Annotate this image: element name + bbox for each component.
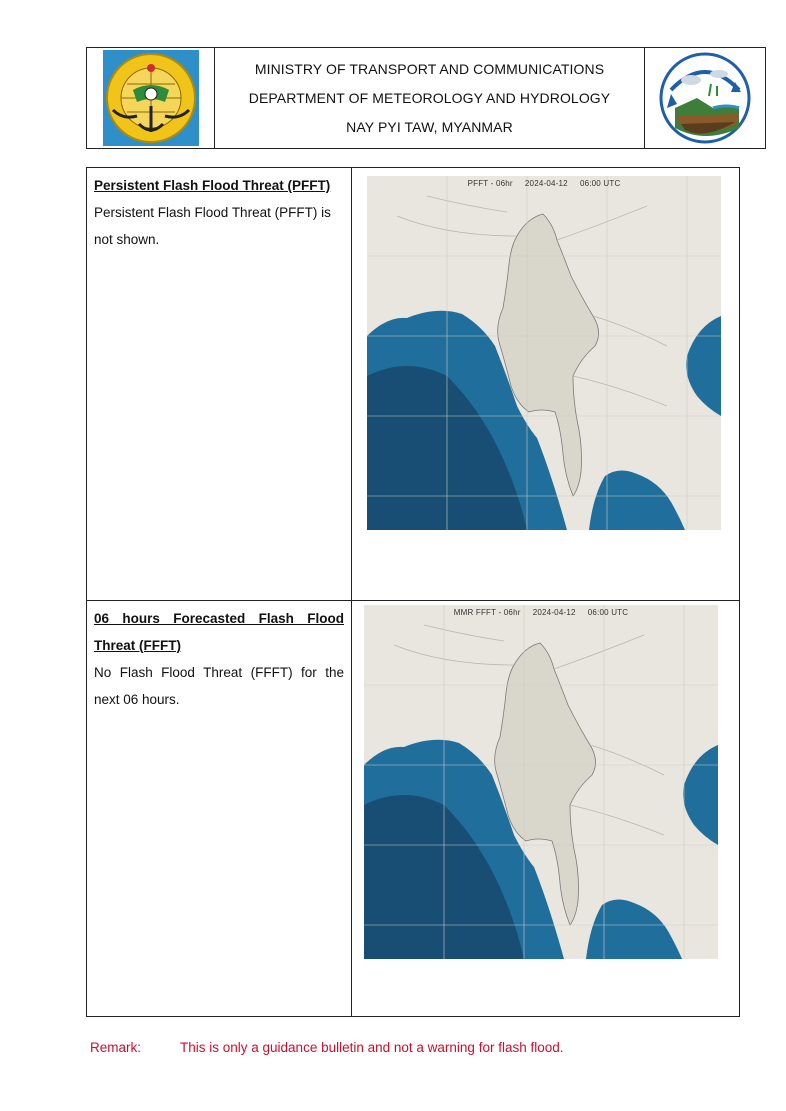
pfft-map-time: 06:00 UTC [579,179,621,188]
ffft-title-line1: 06 hours Forecasted Flash Flood [94,611,344,626]
right-logo-cell [644,48,765,148]
remark-label: Remark: [90,1040,142,1055]
ffft-map-date: 2024-04-12 [532,608,576,617]
left-logo-cell [87,48,215,148]
pfft-map-date: 2024-04-12 [524,179,568,188]
water-cycle-logo-icon [657,50,753,146]
ffft-text-cell [87,601,352,1016]
pfft-map-cell [352,168,739,600]
header-title-block [215,48,644,148]
ffft-body-line1: No Flash Flood Threat (FFFT) for the [94,665,344,680]
ffft-row [87,601,739,1016]
bulletin-header [86,47,766,149]
ffft-title-line2: Threat (FFFT) [94,638,181,653]
ffft-map [364,605,718,959]
ffft-map-image [364,605,718,959]
pfft-map-title [367,179,721,188]
bulletin-table [86,167,740,1017]
pfft-text-cell [87,168,352,600]
pfft-body: Persistent Flash Flood Threat (PFFT) is not shown. [94,205,331,247]
ffft-body-line2: next 06 hours. [94,692,180,707]
pfft-map [367,176,721,530]
pfft-map-product: PFFT - 06hr [467,179,513,188]
pfft-title: Persistent Flash Flood Threat (PFFT) [94,178,331,193]
department-name: DEPARTMENT OF METEOROLOGY AND HYDROLOGY [248,90,611,106]
remark-text: This is only a guidance bulletin and not a warning for flash flood. [180,1040,564,1055]
ministry-name: MINISTRY OF TRANSPORT AND COMMUNICATIONS [254,61,605,77]
remark [90,1040,563,1055]
ministry-emblem-icon [103,50,199,146]
pfft-row [87,168,739,601]
ffft-map-time: 06:00 UTC [587,608,629,617]
ffft-map-product: MMR FFFT - 06hr [453,608,521,617]
pfft-map-image [367,176,721,530]
ffft-map-title [364,608,718,617]
location-name: NAY PYI TAW, MYANMAR [346,119,513,135]
ffft-map-cell [352,601,739,1016]
